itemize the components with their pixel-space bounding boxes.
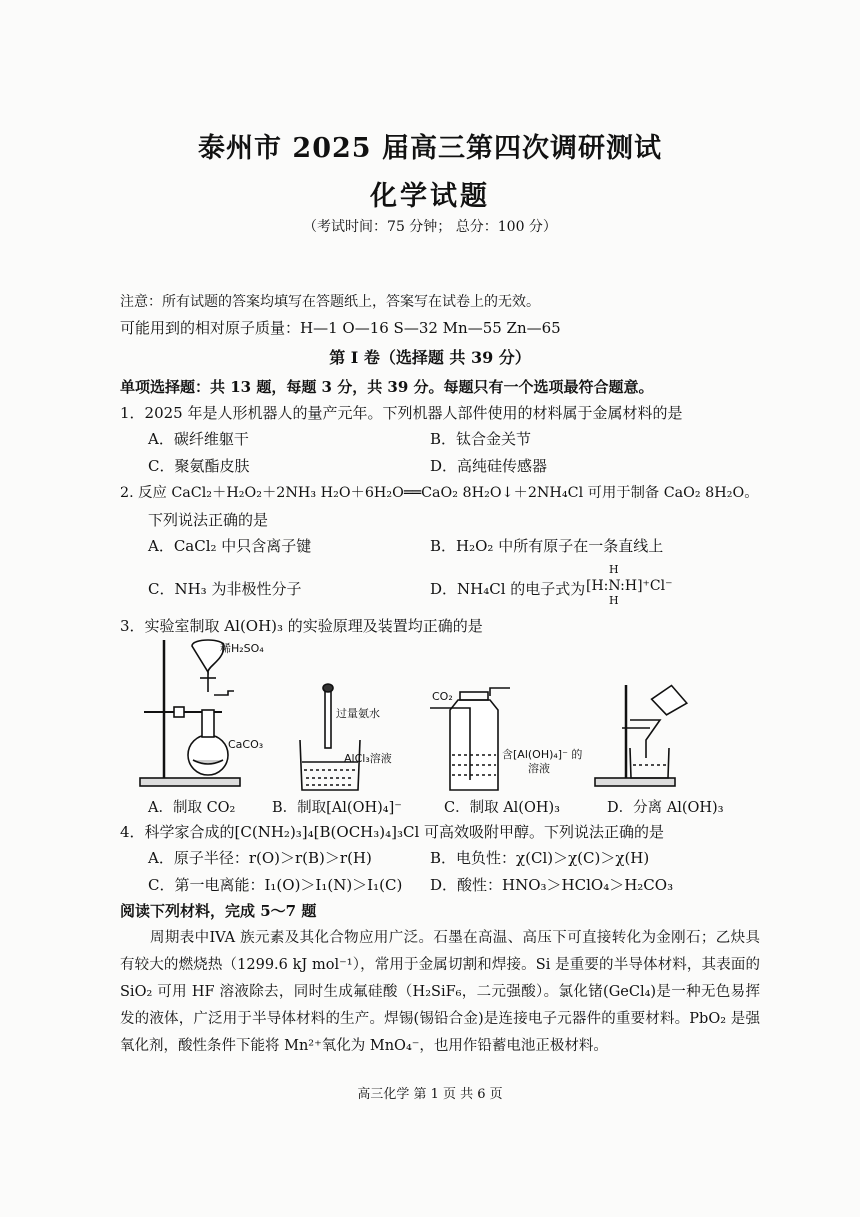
q1-stem: 1．2025 年是人形机器人的量产元年。下列机器人部件使用的材料属于金属材料的是 bbox=[120, 404, 683, 422]
label-alcl3: AlCl₃溶液 bbox=[344, 752, 392, 765]
q1-option-b: B．钛合金关节 bbox=[430, 430, 532, 448]
q3-stem: 3．实验室制取 Al(OH)₃ 的实验原理及装置均正确的是 bbox=[120, 617, 483, 635]
reading-passage: 周期表中IVA 族元素及其化合物应用广泛。石墨在高温、高压下可直接转化为金刚石；乙炔具有较大的燃烧热（1299.6 kJ mol⁻¹），常用于金属切割和焊接。Si 是重要的半导体材料，其表面的 SiO₂ 可用 HF 溶液除去，同时生成氟硅酸（H₂SiF₆，二元强酸）。氯化锗(GeCl₄)是一种无色易挥发的液体，广泛用于半导体材料的生产。焊锡(锡铅合金)是连接电子元器件的重要材料。PbO₂ 是强氧化剂，酸性条件下能将 Mn²⁺氧化为 MnO₄⁻，也用作铅蓄电池正极材料。 bbox=[120, 930, 760, 1054]
q4-option-a: A．原子半径：r(O)＞r(B)＞r(H) bbox=[148, 849, 372, 867]
q2-stem-cont: 下列说法正确的是 bbox=[148, 511, 269, 529]
section-title: 第 I 卷（选择题 共 39 分） bbox=[329, 348, 531, 367]
q2-option-c: C．NH₃ 为非极性分子 bbox=[148, 580, 302, 598]
q1-option-d: D．高纯硅传感器 bbox=[430, 457, 548, 475]
exam-subtitle: 化学试题 bbox=[370, 181, 490, 212]
q1-option-a: A．碳纤维躯干 bbox=[148, 430, 249, 448]
label-caco3: CaCO₃ bbox=[228, 738, 264, 751]
label-solution-line2: 溶液 bbox=[528, 762, 550, 775]
q2-option-a: A．CaCl₂ 中只含离子键 bbox=[148, 537, 312, 555]
q3-option-c: C．制取 Al(OH)₃ bbox=[444, 800, 560, 816]
apparatus-b-beaker-dropper bbox=[300, 684, 360, 790]
q4-option-b: B．电负性：χ(Cl)＞χ(C)＞χ(H) bbox=[430, 849, 650, 867]
apparatus-a-co2-generator bbox=[140, 640, 240, 786]
q2-stem: 2. 反应 CaCl₂＋H₂O₂＋2NH₃ H₂O＋6H₂O══CaO₂ 8H₂O↓＋2NH₄Cl 可用于制备 CaO₂ 8H₂O。 bbox=[120, 485, 759, 501]
label-co2: CO₂ bbox=[432, 690, 453, 703]
atomic-masses: 可能用到的相对原子质量：H—1 O—16 S—32 Mn—55 Zn—65 bbox=[120, 319, 561, 337]
apparatus-figure bbox=[130, 630, 730, 795]
q4-stem: 4．科学家合成的[C(NH₂)₃]₄[B(OCH₃)₄]₃Cl 可高效吸附甲醇。下列说法正确的是 bbox=[120, 823, 665, 841]
q3-option-b: B．制取[Al(OH)₄]⁻ bbox=[272, 800, 402, 816]
electron-formula: [H:N:H]⁺Cl⁻ bbox=[586, 578, 673, 594]
electron-formula-h-bottom: H bbox=[609, 594, 619, 607]
q4-option-c: C．第一电离能：I₁(O)＞I₁(N)＞I₁(C) bbox=[148, 876, 403, 894]
q1-option-c: C．聚氨酯皮肤 bbox=[148, 457, 250, 475]
label-solution-line1: 含[Al(OH)₄]⁻ 的 bbox=[502, 748, 583, 761]
q4-option-d: D．酸性：HNO₃＞HClO₄＞H₂CO₃ bbox=[430, 876, 674, 894]
q3-option-a: A．制取 CO₂ bbox=[148, 800, 236, 816]
exam-info: （考试时间：75 分钟； 总分：100 分） bbox=[303, 219, 557, 235]
label-h2so4: 稀H₂SO₄ bbox=[220, 642, 264, 655]
apparatus-d-filtration bbox=[595, 683, 688, 786]
instructions: 单项选择题：共 13 题，每题 3 分，共 39 分。每题只有一个选项最符合题意。 bbox=[120, 378, 654, 396]
page-footer: 高三化学 第 1 页 共 6 页 bbox=[357, 1087, 503, 1102]
notice: 注意：所有试题的答案均填写在答题纸上，答案写在试卷上的无效。 bbox=[120, 294, 540, 310]
electron-formula-h-top: H bbox=[609, 563, 619, 576]
q2-option-d: D．NH₄Cl 的电子式为 bbox=[430, 580, 586, 598]
exam-title: 泰州市 2025 届高三第四次调研测试 bbox=[198, 133, 662, 164]
q3-option-d: D．分离 Al(OH)₃ bbox=[607, 800, 724, 816]
q2-option-b: B．H₂O₂ 中所有原子在一条直线上 bbox=[430, 537, 664, 555]
reading-heading: 阅读下列材料，完成 5～7 题 bbox=[120, 902, 317, 920]
label-ammonia: 过量氨水 bbox=[336, 707, 380, 720]
apparatus-c-gas-washing-bottle bbox=[430, 688, 510, 790]
